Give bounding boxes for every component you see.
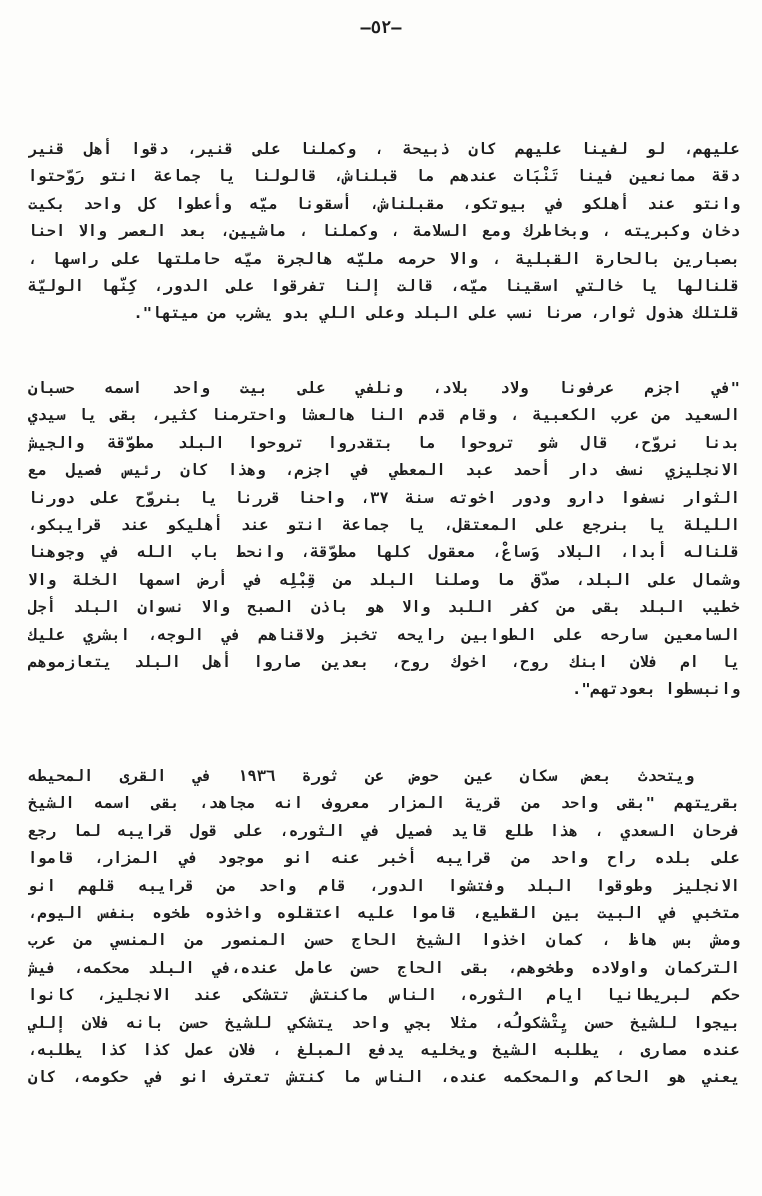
text-line: وشمال على البلد، صدّق ما وصلنا البلد من قِبْلِه في أرض اسمها الخلة والا (28, 570, 740, 589)
text-line: دخان وكبريته ، وبخاطرك ومع السلامة ، وكملنا ، ماشيين، بعد العصر والا احنا (28, 222, 740, 241)
text-line: الانجليزي نسف دار أحمد عبد المعطي في اجزم، وهذا كان رئيس فصيل مع (28, 461, 740, 480)
text-line: بصبارين بالحارة القبلية ، والا حرمه مليّه هالجرة ميّه حاملتها على راسها ، (28, 249, 740, 268)
page-number: –٥٢– (360, 18, 402, 38)
text-line: عنده مصارى ، يطلبه الشيخ ويخليه يدفع المبلغ ، فلان عمل كذا كذا يطلبه، (28, 1040, 740, 1059)
text-line: ومش بس هاظ ، كمان اخذوا الشيخ الحاج حسن المنصور من المنسي من عرب (28, 931, 740, 950)
text-line: يا ام فلان ابنك روح، اخوك روح، بعدين صاروا أهل البلد يتعازموهم (28, 652, 740, 671)
text-line: وانتو عند أهلكو في بيوتكو، مقبلناش، أسقونا ميّه وأعطوا كل واحد بكيت (28, 194, 740, 213)
text-line: الانجليز وطوقوا البلد وفتشوا الدور، قام واحد من قرايبه قلهم انو (28, 876, 740, 895)
paragraph-1 (28, 136, 740, 328)
text-line: خطيب البلد بقى من كفر اللبد والا هو باذن الصبح والا نسوان البلد أجل (28, 598, 740, 617)
text-line: ويتحدث بعض سكان عين حوض عن ثورة ١٩٣٦ في القرى المحيطه (28, 767, 694, 785)
text-line: "في اجزم عرفونا ولاد بلاد، ونلفي على بيت واحد اسمه حسبان (28, 379, 740, 397)
text-line: على بلده راح واحد من قرايبه أخبر عنه انو موجود في المزار، قاموا (28, 849, 740, 868)
text-line: السعيد من عرب الكعبية ، وقام قدم النا هالعشا واحترمنا كثير، بقى يا سيدي (28, 406, 740, 425)
text-line: حكم لبريطانيا ايام الثوره، الناس ماكنتش تتشكى عند الانجليز، كانوا (28, 986, 740, 1005)
text-line: يعني هو الحاكم والمحكمه عنده، الناس ما كنتش تعترف انو في حكومه، كان (28, 1068, 740, 1087)
text-line: وانبسطوا بعودتهم". (572, 680, 740, 699)
text-line: قلنالها يا خالتي اسقينا ميّه، قالت إلنا تفرقوا على الدور، كِنّها الوليّة (28, 276, 740, 295)
text-line: عليهم، لو لفينا عليهم كان ذبيحة ، وكملنا على قنير، دقوا أهل قنير (28, 140, 740, 158)
text-line: بقريتهم "بقى واحد من قرية المزار معروف انه مجاهد، بقى اسمه الشيخ (28, 794, 740, 813)
text-line: قلتلك هذول ثوار، صرنا نسب على البلد وعلى اللي بدو يشرب من ميتها". (133, 304, 740, 323)
text-line: السامعين سارحه على الطوابين رايحه تخبز ولاقناهم في الوجه، ابشري عليك (28, 625, 740, 644)
text-line: متخبي في البيت بين القطيع، قاموا عليه اعتقلوه واخذوه طخوه بنفس اليوم، (28, 903, 740, 922)
text-line: بيجوا للشيخ حسن يِتْشكولُه، مثلا بجي واحد يتشكي للشيخ حسن بانه فلان إللي (28, 1013, 740, 1032)
text-line: فرحان السعدي ، هذا طلع قايد فصيل في الثوره، على قول قرايبه لما رجع (28, 821, 740, 840)
text-line: الليلة يا بنرجع على المعتقل، يا جماعة انتو عند أهليكو عند قرايبكو، (28, 515, 740, 534)
text-line: دقة ممانعين فينا تَنْبَات عندهم ما قبلناش، قالولنا يا جماعة انتو رَوّحتوا (28, 167, 740, 186)
text-line: الثوار نسفوا دارو ودور اخوته سنة ٣٧، واحنا قررنا يا بنروّح على دورنا (28, 488, 740, 507)
paragraph-3 (28, 763, 740, 1092)
text-line: التركمان واولاده وطخوهم، بقى الحاج حسن عامل عنده،في البلد محكمه، فيش (28, 958, 740, 977)
text-line: قلناله أبدا، البلاد وَساعْ، معقول كلها مطوّقة، وانحط باب الله في وجوهنا (28, 543, 740, 562)
text-line: بدنا نروّح، قال شو تروحوا ما بتقدروا تروحوا البلد مطوّقة والجيش (28, 433, 740, 452)
paragraph-2 (28, 375, 740, 704)
